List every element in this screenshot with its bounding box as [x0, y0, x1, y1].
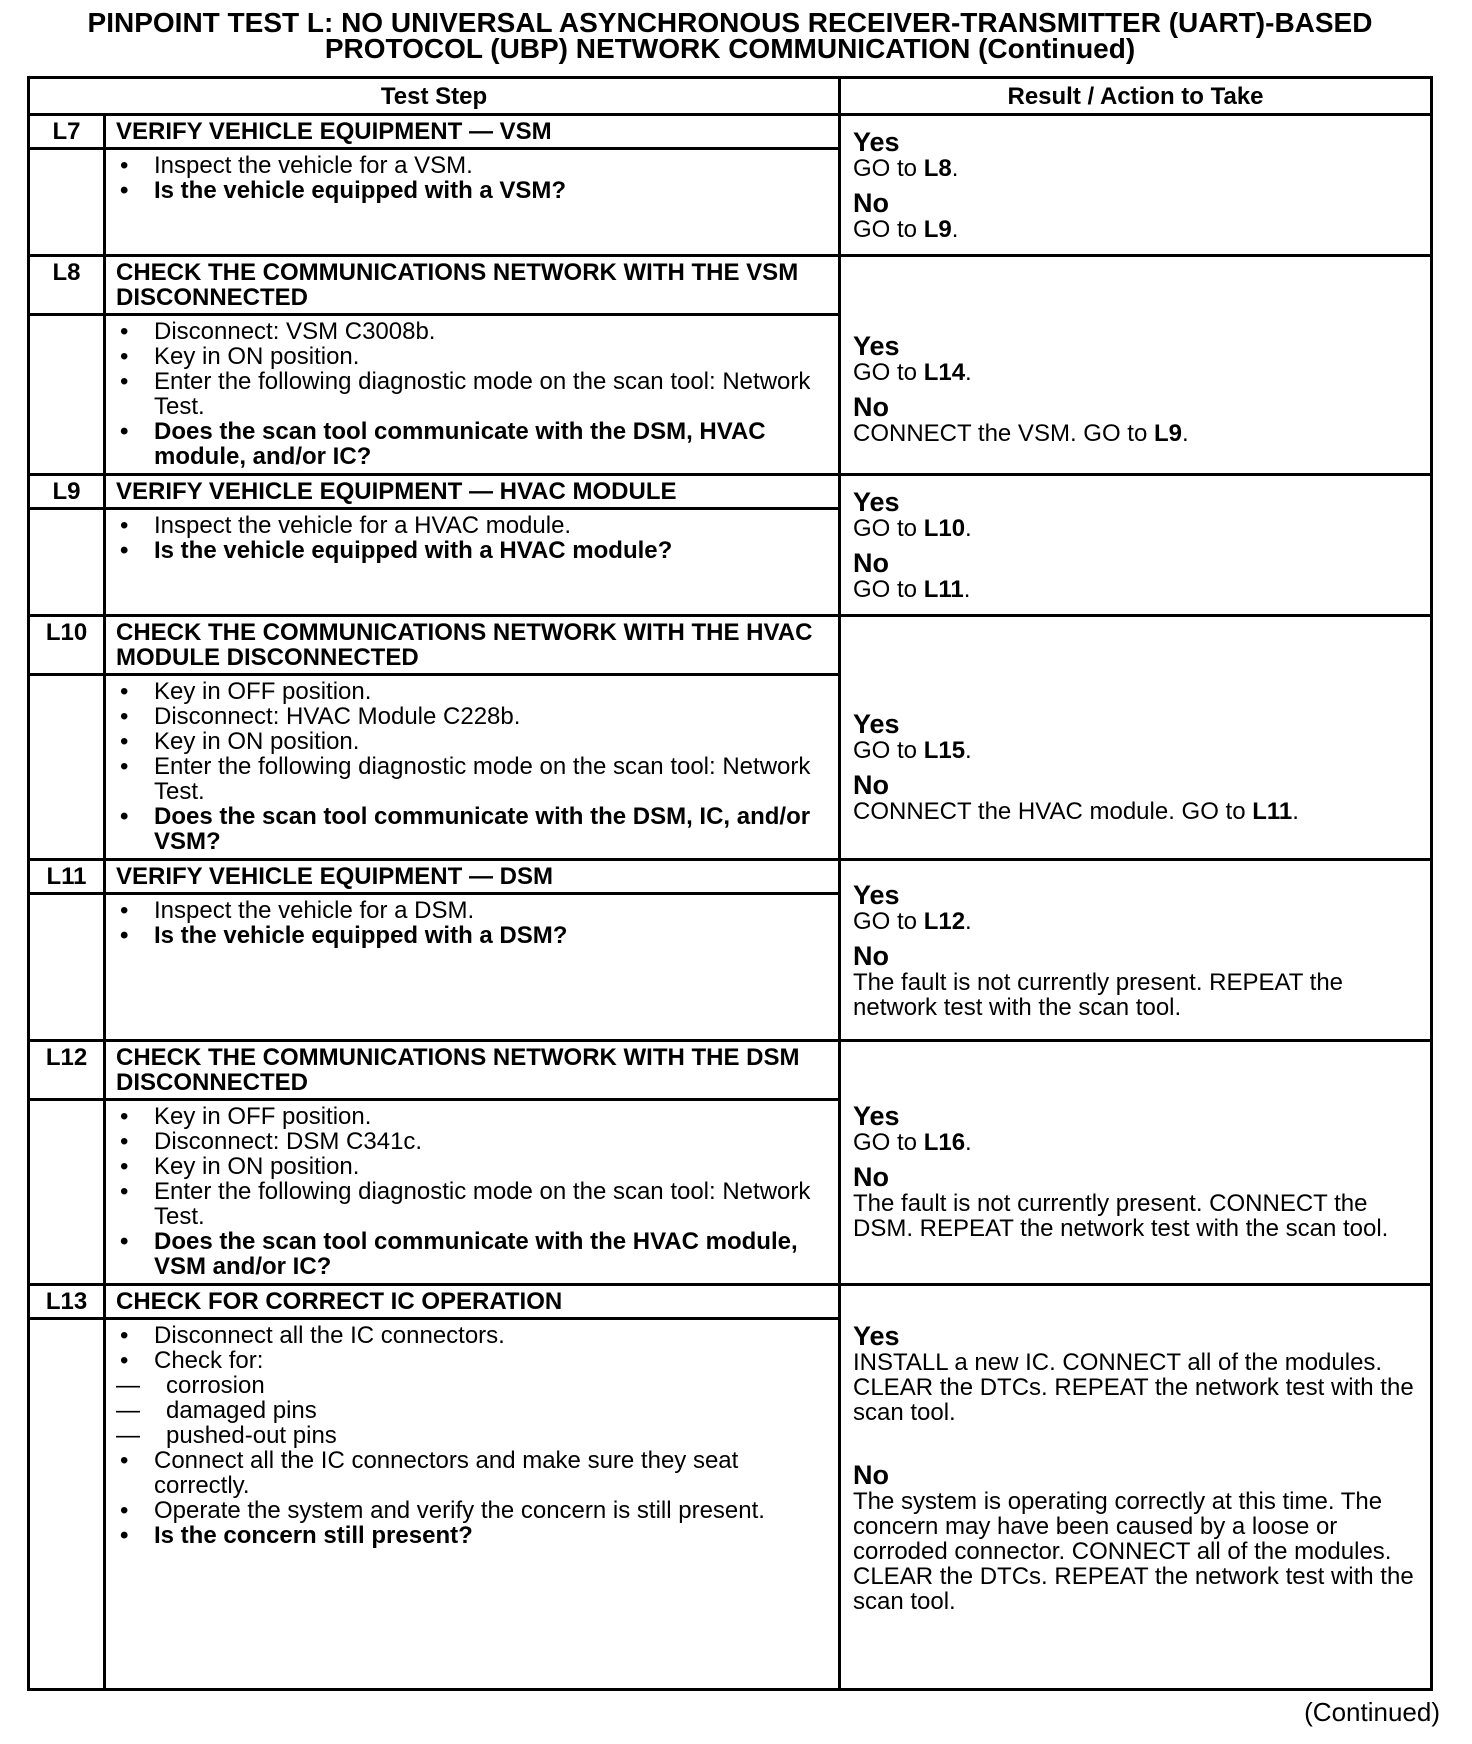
step-result: [840, 1285, 1432, 1690]
step-header-row: [29, 475, 1432, 509]
no-label: No: [853, 1460, 889, 1490]
page-title-line-2: PROTOCOL (UBP) NETWORK COMMUNICATION (Continued): [324, 33, 1136, 64]
step-id: L11: [29, 860, 105, 894]
step-question: • Is the vehicle equipped with a DSM?: [116, 923, 828, 948]
column-header-result: Result / Action to Take: [840, 78, 1432, 115]
no-action: The system is operating correctly at this time. The concern may have been caused by a loose or corroded connector. CONNECT all of the modules. CLEAR the DTCs. REPEAT the network test with the scan tool.: [853, 1488, 1414, 1615]
yes-label: Yes: [853, 708, 900, 739]
no-label: No: [853, 548, 889, 578]
step-body: [105, 149, 840, 256]
step-question: • Is the concern still present?: [116, 1523, 828, 1548]
yes-label: Yes: [853, 1321, 900, 1351]
step-bullet: • Key in ON position.: [116, 729, 828, 754]
step-result: [840, 1041, 1432, 1285]
step-id-spacer: [29, 894, 105, 1041]
step-id-spacer: [29, 1319, 105, 1690]
step-question: • Does the scan tool communicate with the HVAC module, VSM and/or IC?: [116, 1229, 828, 1279]
step-bullet: • Enter the following diagnostic mode on the scan tool: Network Test.: [116, 754, 828, 804]
no-action: CONNECT the HVAC module. GO to L11.: [853, 797, 1299, 825]
yes-action: GO to L15.: [853, 736, 972, 764]
step-id-spacer: [29, 315, 105, 475]
no-action: The fault is not currently present. REPEAT the network test with the scan tool.: [853, 968, 1344, 1021]
step-heading: CHECK FOR CORRECT IC OPERATION: [105, 1285, 840, 1319]
sub-item: — damaged pins: [116, 1398, 828, 1423]
step-bullet: • Enter the following diagnostic mode on the scan tool: Network Test.: [116, 1179, 828, 1229]
step-result: [840, 860, 1432, 1041]
pinpoint-test-table: [27, 76, 1433, 1691]
step-header-row: [29, 256, 1432, 315]
step-bullet: • Inspect the vehicle for a VSM.: [116, 153, 828, 178]
step-id: L10: [29, 616, 105, 675]
step-body: [105, 1319, 840, 1690]
step-body: [105, 315, 840, 475]
yes-label: Yes: [853, 879, 900, 910]
step-body: [105, 675, 840, 860]
step-id-spacer: [29, 1100, 105, 1285]
no-label: No: [853, 940, 889, 971]
yes-label: Yes: [853, 127, 900, 157]
continued-label: (Continued): [1304, 1697, 1440, 1727]
step-header-row: [29, 1041, 1432, 1100]
step-bullet: • Disconnect: DSM C341c.: [116, 1129, 828, 1154]
step-heading: CHECK THE COMMUNICATIONS NETWORK WITH THE HVAC MODULE DISCONNECTED: [105, 616, 840, 675]
step-heading: CHECK THE COMMUNICATIONS NETWORK WITH THE DSM DISCONNECTED: [105, 1041, 840, 1100]
step-question: • Is the vehicle equipped with a VSM?: [116, 178, 828, 203]
yes-label: Yes: [853, 487, 900, 517]
page-title: [0, 7, 1460, 64]
step-body: [105, 894, 840, 1041]
step-bullet: • Disconnect: HVAC Module C228b.: [116, 704, 828, 729]
yes-action: INSTALL a new IC. CONNECT all of the modules. CLEAR the DTCs. REPEAT the network test with the scan tool.: [853, 1349, 1414, 1426]
column-header-test-step: Test Step: [29, 78, 840, 115]
no-action: GO to L9.: [853, 216, 959, 243]
no-label: No: [853, 1162, 889, 1192]
step-bullet: • Key in ON position.: [116, 344, 828, 369]
step-id: L12: [29, 1041, 105, 1100]
table-header-row: [29, 78, 1432, 115]
step-question: • Is the vehicle equipped with a HVAC module?: [116, 538, 828, 563]
step-body: [105, 1100, 840, 1285]
sub-item: — corrosion: [116, 1373, 828, 1398]
step-question: • Does the scan tool communicate with the DSM, IC, and/or VSM?: [116, 804, 828, 854]
yes-action: GO to L12.: [853, 907, 972, 935]
no-label: No: [853, 769, 889, 800]
step-result: [840, 256, 1432, 475]
no-action: GO to L11.: [853, 576, 971, 603]
step-bullet: • Connect all the IC connectors and make sure they seat correctly.: [116, 1448, 828, 1498]
yes-label: Yes: [853, 1101, 900, 1131]
no-action: The fault is not currently present. CONNECT the DSM. REPEAT the network test with the scan tool.: [853, 1190, 1389, 1242]
step-bullet: • Disconnect all the IC connectors.: [116, 1323, 828, 1348]
step-id: L9: [29, 475, 105, 509]
no-action: CONNECT the VSM. GO to L9.: [853, 420, 1189, 447]
step-id-spacer: [29, 149, 105, 256]
yes-action: GO to L10.: [853, 515, 972, 542]
step-id: L8: [29, 256, 105, 315]
step-header-row: [29, 115, 1432, 149]
step-bullet: • Enter the following diagnostic mode on the scan tool: Network Test.: [116, 369, 828, 419]
step-heading: CHECK THE COMMUNICATIONS NETWORK WITH THE VSM DISCONNECTED: [105, 256, 840, 315]
step-id: L13: [29, 1285, 105, 1319]
step-bullet: • Operate the system and verify the concern is still present.: [116, 1498, 828, 1523]
step-heading: VERIFY VEHICLE EQUIPMENT — DSM: [105, 860, 840, 894]
step-heading: VERIFY VEHICLE EQUIPMENT — VSM: [105, 115, 840, 149]
yes-action: GO to L16.: [853, 1129, 972, 1156]
step-id-spacer: [29, 675, 105, 860]
page-title-line-1: PINPOINT TEST L: NO UNIVERSAL ASYNCHRONOUS RECEIVER-TRANSMITTER (UART)-BASED: [87, 7, 1373, 38]
step-bullet: • Inspect the vehicle for a HVAC module.: [116, 513, 828, 538]
step-result: [840, 616, 1432, 860]
step-heading: VERIFY VEHICLE EQUIPMENT — HVAC MODULE: [105, 475, 840, 509]
step-bullet: • Key in OFF position.: [116, 679, 828, 704]
step-result: [840, 115, 1432, 256]
step-bullet-text: Check for:: [154, 1347, 264, 1374]
step-id-spacer: [29, 509, 105, 616]
yes-action: GO to L14.: [853, 359, 972, 386]
yes-action: GO to L8.: [853, 155, 959, 182]
step-bullet: • Key in ON position.: [116, 1154, 828, 1179]
step-result: [840, 475, 1432, 616]
step-question: • Does the scan tool communicate with the DSM, HVAC module, and/or IC?: [116, 419, 828, 469]
step-bullet: • Disconnect: VSM C3008b.: [116, 319, 828, 344]
no-label: No: [853, 188, 889, 218]
step-bullet: [116, 1348, 828, 1448]
step-id: L7: [29, 115, 105, 149]
step-header-row: [29, 860, 1432, 894]
no-label: No: [853, 392, 889, 422]
sub-item: — pushed-out pins: [116, 1423, 828, 1448]
step-bullet: • Inspect the vehicle for a DSM.: [116, 898, 828, 923]
step-header-row: [29, 1285, 1432, 1319]
step-header-row: [29, 616, 1432, 675]
step-bullet: • Key in OFF position.: [116, 1104, 828, 1129]
yes-label: Yes: [853, 331, 900, 361]
step-body: [105, 509, 840, 616]
